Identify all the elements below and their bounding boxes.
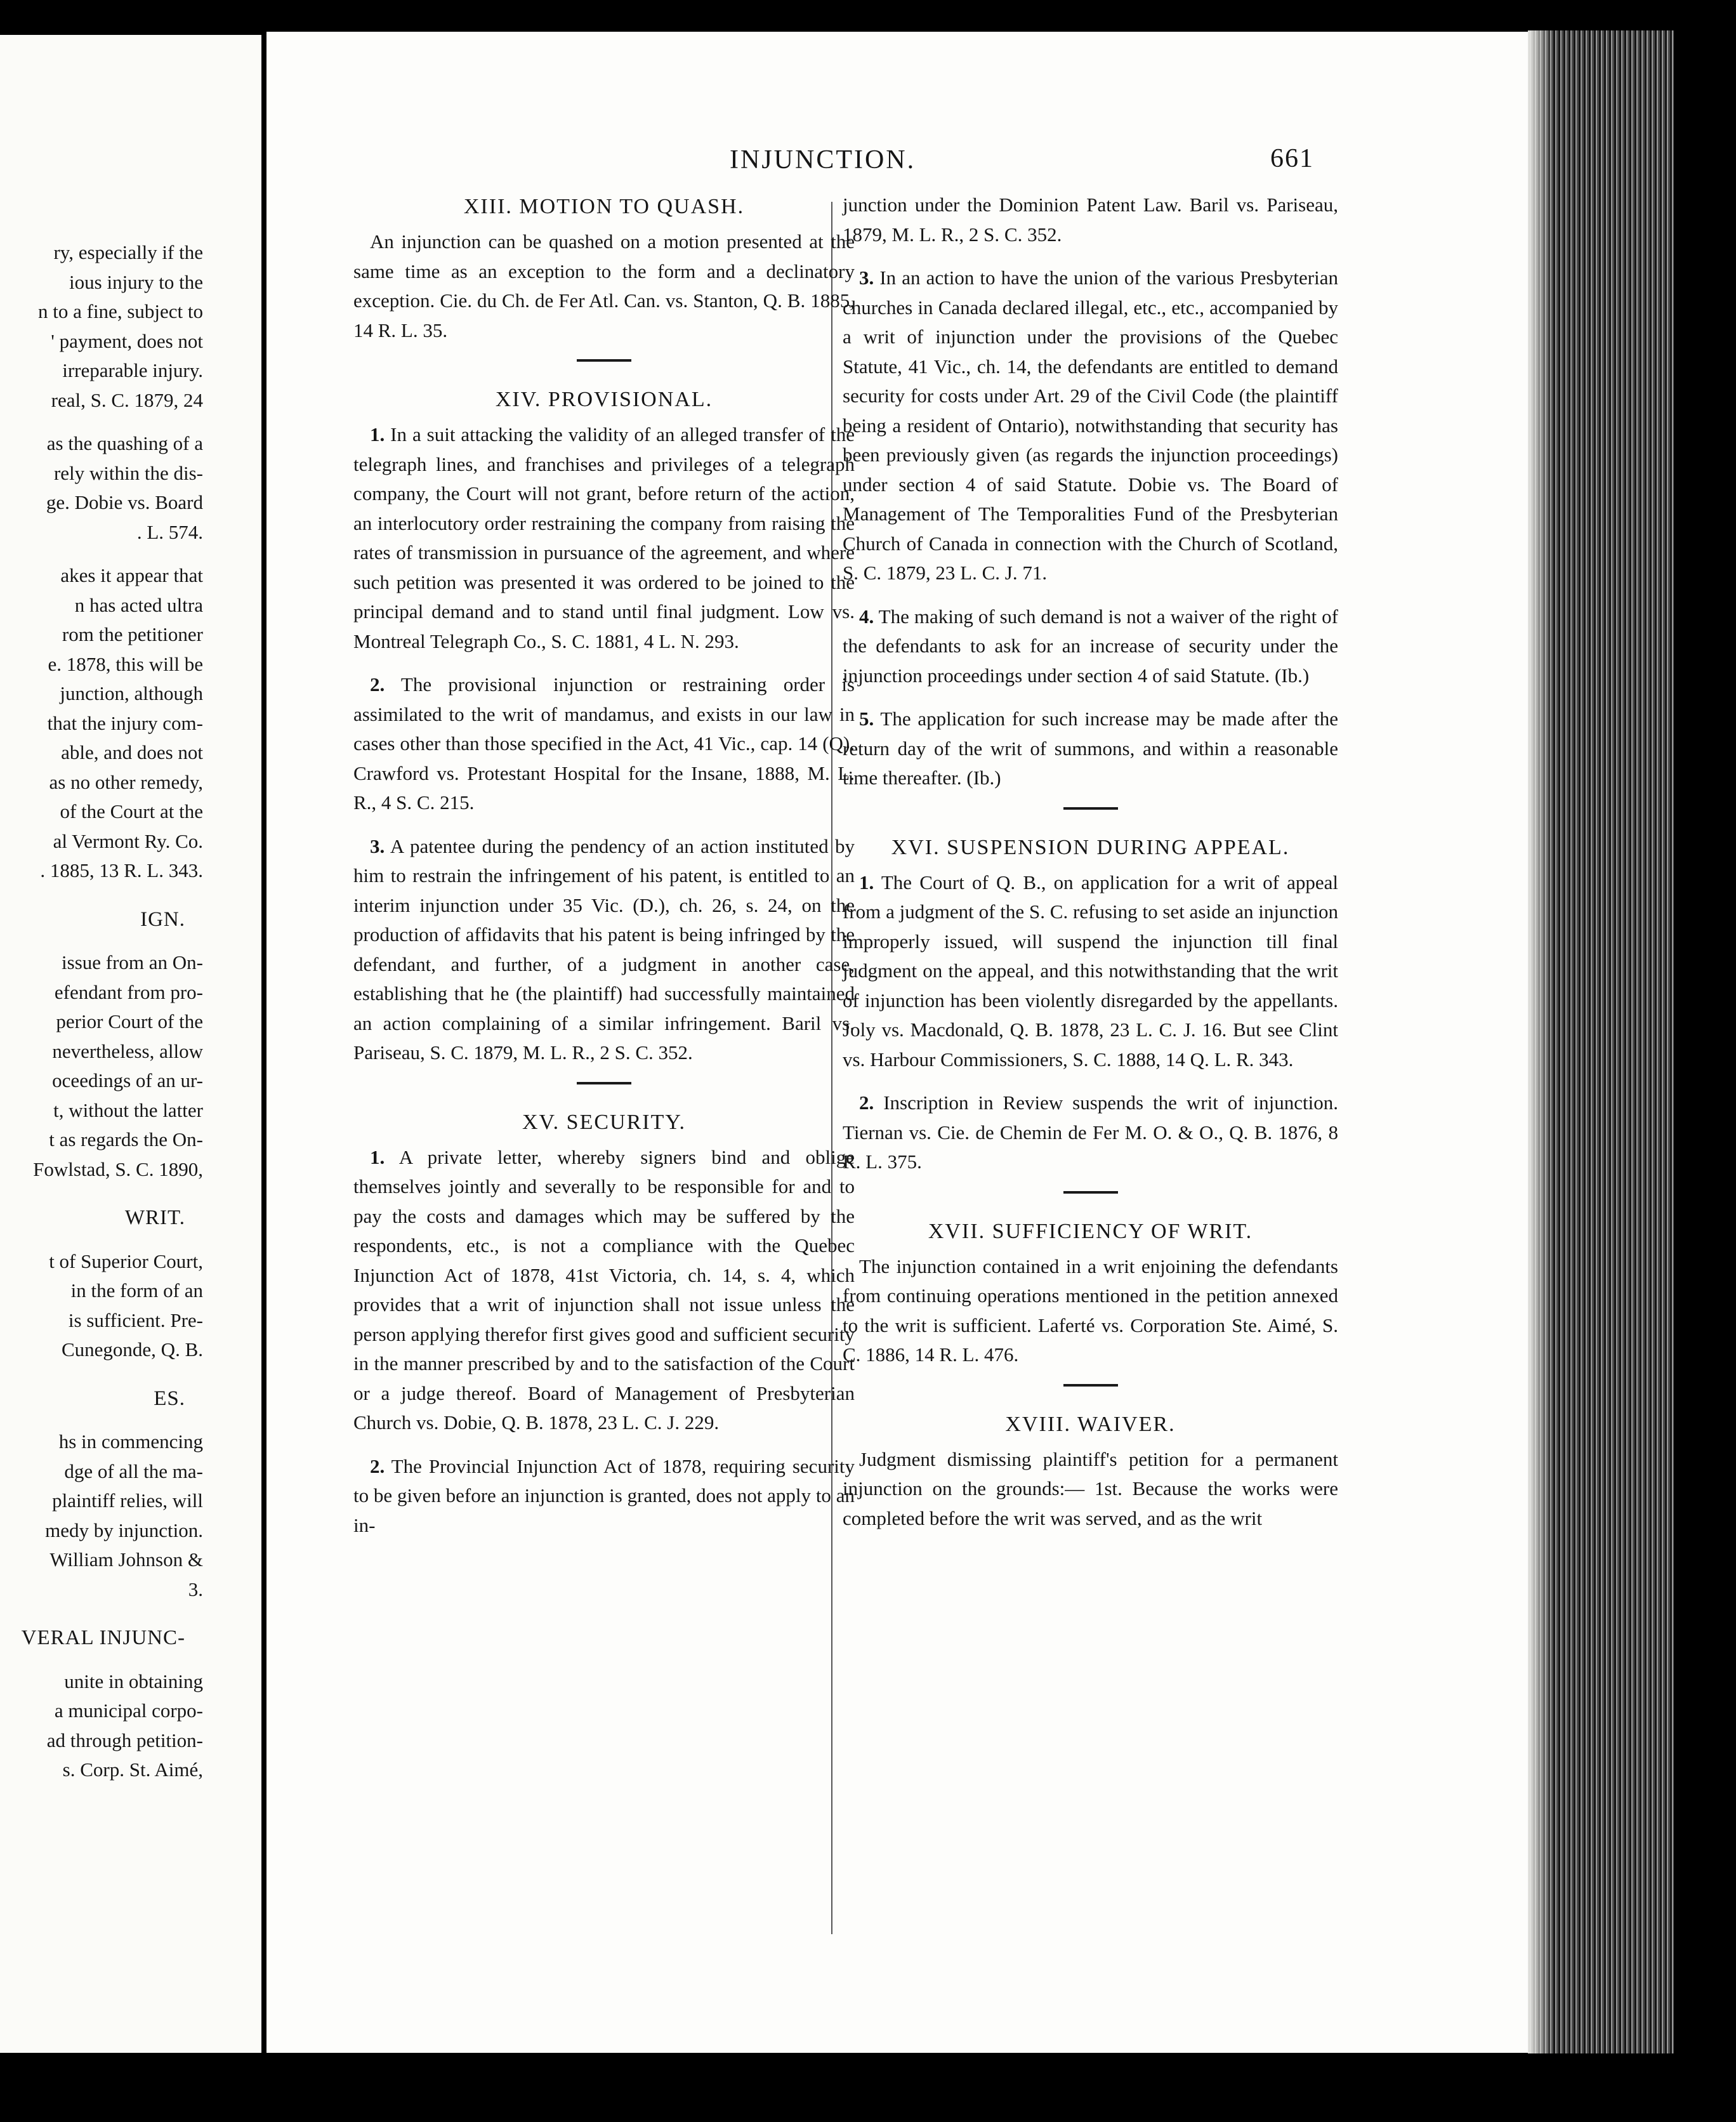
left-page-heading-fragment: WRIT.: [124, 1206, 185, 1229]
paragraph: [843, 602, 1338, 691]
page-edges: [1528, 30, 1674, 2053]
paragraph: [353, 670, 855, 818]
left-page-line: issue from an On-: [62, 951, 203, 973]
left-page-line: efendant from pro-: [54, 980, 203, 1003]
section-rule: [577, 1082, 631, 1084]
paragraph-number: 3.: [370, 834, 385, 857]
paragraph-text: The making of such demand is not a waiver of the right of the defendants to ask for an increase of security under the injunction proceedings under section 4 of said Statute. (Ib.): [843, 605, 1338, 687]
left-page-line: nevertheless, allow: [52, 1039, 203, 1062]
left-page-heading-fragment: VERAL INJUNC-: [21, 1626, 185, 1649]
left-page-line: oceedings of an ur-: [52, 1069, 203, 1091]
left-page-line: that the injury com-: [47, 711, 203, 734]
left-page-line: perior Court of the: [56, 1010, 203, 1032]
section-heading-xiii: XIII. MOTION TO QUASH.: [463, 195, 745, 218]
left-page-line: hs in commencing: [58, 1430, 203, 1453]
paragraph: [843, 1088, 1338, 1177]
left-page-line: plaintiff relies, will: [52, 1489, 203, 1512]
left-page-line: t as regards the On-: [49, 1128, 203, 1150]
paragraph-number: 2.: [370, 673, 385, 695]
left-page-line: akes it appear that: [60, 564, 203, 586]
section-rule: [1063, 807, 1118, 810]
column-right: [843, 190, 1338, 1547]
left-page-line: ious injury to the: [69, 270, 203, 293]
section-rule: [1063, 1384, 1118, 1387]
section-heading-xvi: XVI. SUSPENSION DURING APPEAL.: [891, 835, 1290, 859]
section-heading-xiv: XIV. PROVISIONAL.: [495, 388, 713, 411]
paragraph-text: The Provincial Injunction Act of 1878, requiring security to be given before an injunction is granted, does not apply to an in-: [353, 1454, 855, 1536]
left-page-line: in the form of an: [70, 1279, 203, 1302]
paragraph-number: 1.: [859, 871, 874, 893]
left-page-line: a municipal corpo-: [54, 1699, 203, 1722]
left-page-line: t, without the latter: [53, 1098, 203, 1121]
left-page-line: as the quashing of a: [46, 432, 203, 454]
left-page-line: e. 1878, this will be: [48, 652, 203, 675]
paragraph: Judgment dismissing plaintiff's petition for a permanent injunction on the grounds:— 1st. Because the works were completed before the writ was served, and as the writ: [843, 1447, 1338, 1529]
left-page-line: real, S. C. 1879, 24: [51, 388, 203, 411]
section-rule: [1063, 1191, 1118, 1194]
section-heading-xviii: XVIII. WAIVER.: [1005, 1412, 1176, 1436]
left-page-line: dge of all the ma-: [64, 1460, 203, 1482]
paragraph-number: 5.: [859, 708, 874, 730]
left-page-line: Fowlstad, S. C. 1890,: [33, 1157, 203, 1180]
paragraph: [353, 1452, 855, 1541]
left-page-fragment: [0, 35, 261, 2053]
left-page-line: . 1885, 13 R. L. 343.: [40, 859, 203, 881]
left-page-line: n has acted ultra: [74, 593, 203, 616]
left-page-line: ' payment, does not: [51, 329, 203, 352]
paragraph-text: The Court of Q. B., on application for a writ of appeal from a judgment of the S. C. refusing to set aside an injunction improperly issued, will suspend the injunction till final judgment on the appeal, and this notwithstanding that the writ of injunction has been violently disregarded by the appellants. Joly vs. Macdonald, Q. B. 1878, 23 L. C. J. 16. But see Clint vs. Harbour Commissioners, S. C. 1888, 14 Q. L. R. 343.: [843, 871, 1338, 1071]
left-page-text: [0, 238, 261, 1785]
left-page-line: rom the petitioner: [62, 623, 203, 645]
paragraph-text: A private letter, whereby signers bind and oblige themselves jointly and severally to be responsible for and to pay the costs and damages which may be suffered by the respondents, etc., is not a compliance with the Quebec Injunction Act of 1878, 41st Victoria, ch. 14, s. 4, which provides that a writ of injunction shall not issue unless the person applying therefor first gives good and sufficient security in the manner prescribed by and to the satisfaction of the Court or a judge thereof. Board of Management of Presbyterian Church vs. Dobie, Q. B. 1878, 23 L. C. J. 229.: [353, 1145, 855, 1433]
paragraph: An injunction can be quashed on a motion presented at the same time as an exception to the form and a declinatory exception. Cie. du Ch. de Fer Atl. Can. vs. Stanton, Q. B. 1885, 14 R. L. 35.: [353, 230, 855, 341]
left-page-line: t of Superior Court,: [49, 1249, 203, 1272]
section-rule: [577, 359, 631, 362]
paragraph-number: 4.: [859, 605, 874, 628]
left-page-line: junction, although: [60, 682, 203, 704]
paragraph-text: In a suit attacking the validity of an alleged transfer of the telegraph lines, and franchises and privileges of a telegraph company, the Court will not grant, before return of the action, an interlocutory order restraining the company from raising the rates of transmission in pursuance of the agreement, and where such petition was presented it was ordered to be joined to the principal demand and to stand until final judgment. Low vs. Montreal Telegraph Co., S. C. 1881, 4 L. N. 293.: [353, 423, 855, 652]
paragraph-text: A patentee during the pendency of an action instituted by him to restrain the infringement of his patent, is entitled to an interim injunction under 35 Vic. (D.), ch. 26, s. 24, on the production of affidavits that his patent is being infringed by the defendant, and further, of a judgment in another case, establishing that he (the plaintiff) had successfully maintained an action complaining of a similar infringement. Baril vs. Pariseau, S. C. 1879, M. L. R., 2 S. C. 352.: [353, 834, 855, 1064]
paragraph: The injunction contained in a writ enjoining the defendants from continuing operations mentioned in the petition annexed to the writ is sufficient. Laferté vs. Corporation Ste. Aimé, S. C. 1886, 14 R. L. 476.: [843, 1255, 1338, 1366]
left-page-line: . L. 574.: [136, 520, 203, 543]
paragraph: [843, 263, 1338, 588]
left-page-line: rely within the dis-: [53, 461, 203, 484]
left-page-line: William Johnson &: [49, 1548, 203, 1571]
left-page-line: irreparable injury.: [62, 359, 203, 381]
left-page-heading-fragment: ES.: [154, 1387, 185, 1410]
paragraph-text: The provisional injunction or restraining order is assimilated to the writ of mandamus, and exists in our law in cases other than those specified in the Act, 41 Vic., cap. 14 (Q). Crawford vs. Protestant Hospital for the Insane, 1888, M. L. R., 4 S. C. 215.: [353, 673, 855, 814]
paragraph-text: Inscription in Review suspends the writ of injunction. Tiernan vs. Cie. de Chemin de Fer M. O. & O., Q. B. 1876, 8 R. L. 375.: [843, 1091, 1338, 1173]
left-page-line: s. Corp. St. Aimé,: [62, 1758, 203, 1781]
paragraph-number: 1.: [370, 1145, 385, 1168]
paragraph: [843, 704, 1338, 793]
left-page-line: n to a fine, subject to: [38, 300, 203, 322]
paragraph-text: The application for such increase may be made after the return day of the writ of summons, and within a reasonable time thereafter. (Ib.): [843, 708, 1338, 789]
left-page-heading-fragment: IGN.: [140, 907, 185, 931]
left-page-line: 3.: [188, 1578, 203, 1600]
page-number: 661: [1270, 144, 1314, 173]
left-page-line: of the Court at the: [60, 800, 203, 822]
paragraph-number: 2.: [370, 1454, 385, 1477]
section-heading-xv: XV. SECURITY.: [522, 1110, 687, 1134]
paragraph-number: 3.: [859, 267, 874, 289]
left-page-line: al Vermont Ry. Co.: [53, 829, 203, 852]
left-page-line: medy by injunction.: [45, 1519, 203, 1541]
left-page-line: ry, especially if the: [53, 241, 203, 263]
column-left: [353, 190, 855, 1554]
paragraph: [353, 832, 855, 1068]
left-page-line: is sufficient. Pre-: [68, 1308, 203, 1331]
left-page-line: Cunegonde, Q. B.: [61, 1338, 203, 1361]
left-page-line: as no other remedy,: [49, 770, 203, 793]
paragraph-number: 2.: [859, 1091, 874, 1114]
paragraph-continued: junction under the Dominion Patent Law. Baril vs. Pariseau, 1879, M. L. R., 2 S. C. 352.: [843, 194, 1338, 246]
left-page-line: ad through petition-: [46, 1729, 203, 1751]
paragraph-text: In an action to have the union of the various Presbyterian churches in Canada declared illegal, etc., etc., accompanied by a writ of injunction under the provisions of the Quebec Statute, 41 Vic., ch. 14, the defendants are entitled to demand security for costs under Art. 29 of the Civil Code (the plaintiff being a resident of Ontario), notwithstanding that security has been previously given (as regards the injunction proceedings) under section 4 of said Statute. Dobie vs. The Board of Management of The Temporalities Fund of the Presbyterian Church of Canada in connection with the Church of Scotland, S. C. 1879, 23 L. C. J. 71.: [843, 267, 1338, 584]
paragraph: [353, 420, 855, 656]
paragraph: [843, 868, 1338, 1075]
section-heading-xvii: XVII. SUFFICIENCY OF WRIT.: [928, 1219, 1253, 1243]
paragraph: [353, 1143, 855, 1438]
paragraph-number: 1.: [370, 423, 385, 445]
left-page-line: ge. Dobie vs. Board: [46, 491, 203, 513]
left-page-line: able, and does not: [61, 741, 203, 763]
running-head: INJUNCTION.: [730, 145, 916, 175]
left-page-line: unite in obtaining: [64, 1670, 203, 1692]
